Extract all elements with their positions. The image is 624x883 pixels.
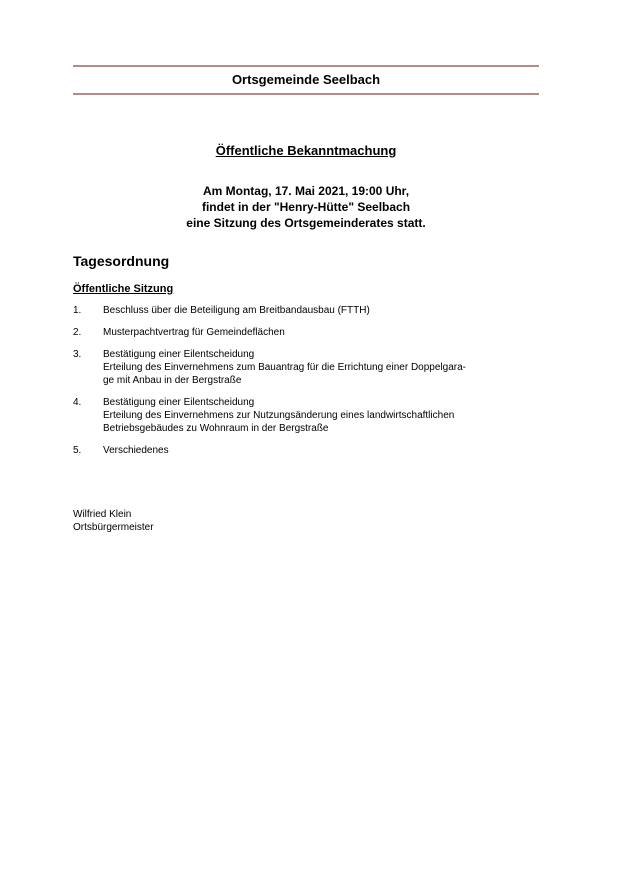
agenda-item-number: 4. [73,397,82,408]
agenda-item-text [103,396,485,435]
agenda-item-number: 1. [73,305,82,316]
agenda-item-text [103,326,485,339]
agenda-item [73,348,485,387]
agenda-item-line: Beschluss über die Beteiligung am Breitbandausbau (FTTH) [103,305,370,316]
agenda-item-line: Bestätigung einer Eilentscheidung [103,397,255,408]
header-rule-bottom [73,93,539,95]
agenda-item [73,444,485,457]
public-session-heading: Öffentliche Sitzung [73,283,174,295]
agenda-list [73,304,485,466]
header-rule-top [73,65,539,67]
agenda-item-text [103,348,485,387]
agenda-item [73,304,485,317]
agenda-item-line: Musterpachtvertrag für Gemeindeflächen [103,327,285,338]
document-title: Öffentliche Bekanntmachung [215,143,397,158]
agenda-item [73,396,485,435]
signature-block [73,508,154,534]
agenda-item-text [103,444,485,457]
municipality-name: Ortsgemeinde Seelbach [231,72,381,87]
announcement-line: Am Montag, 17. Mai 2021, 19:00 Uhr, [202,184,410,198]
agenda-item-text [103,304,485,317]
agenda-item-line: Erteilung des Einvernehmens zum Bauantrag für die Errichtung einer Doppelgara- [103,362,466,373]
announcement-line: eine Sitzung des Ortsgemeinderates statt. [186,216,426,230]
agenda-item-line: Bestätigung einer Eilentscheidung [103,349,255,360]
agenda-item [73,326,485,339]
announcement-line: findet in der "Henry-Hütte" Seelbach [201,200,411,214]
agenda-item-line: ge mit Anbau in der Bergstraße [103,375,242,386]
meeting-announcement [73,183,539,231]
agenda-item-line: Erteilung des Einvernehmens zur Nutzungsänderung eines landwirtschaftlichen [103,410,455,421]
agenda-heading: Tagesordnung [73,253,170,269]
agenda-item-number: 2. [73,327,82,338]
agenda-item-number: 3. [73,349,82,360]
agenda-item-line: Betriebsgebäudes zu Wohnraum in der Bergstraße [103,423,329,434]
signatory-name: Wilfried Klein [73,509,132,520]
agenda-item-number: 5. [73,445,82,456]
agenda-item-line: Verschiedenes [103,445,169,456]
signatory-role: Ortsbürgermeister [73,522,154,533]
